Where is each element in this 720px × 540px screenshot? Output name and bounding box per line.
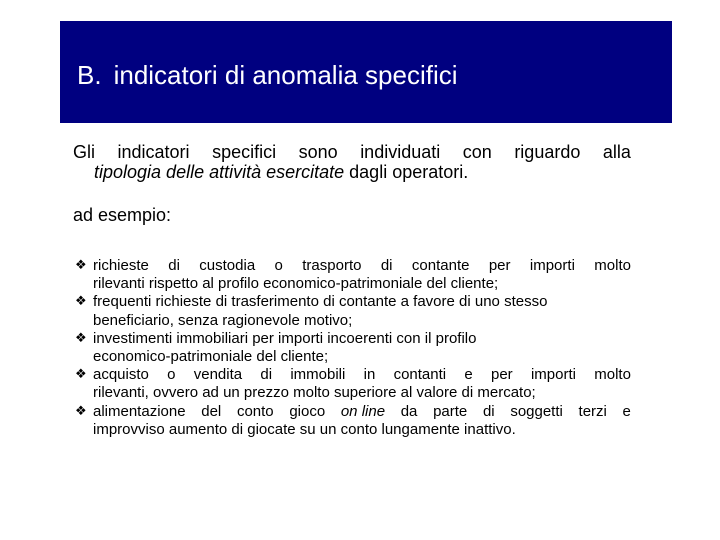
bullet-line-2: rilevanti, ovvero ad un prezzo molto superiore al valore di mercato; bbox=[93, 384, 536, 402]
bullet-word: soggetti bbox=[510, 402, 563, 420]
bullet-word: contante bbox=[411, 257, 470, 274]
section-number: B. bbox=[77, 60, 102, 90]
diamond-bullet-icon: ❖ bbox=[75, 403, 87, 419]
bullet-word: di bbox=[168, 257, 180, 274]
bullet-word: immobili bbox=[290, 366, 346, 384]
bullet-word: custodia bbox=[199, 257, 256, 274]
bullet-word: importi bbox=[529, 257, 575, 274]
bullet-word: di bbox=[380, 257, 393, 274]
bullet-word: parte bbox=[433, 402, 468, 420]
bullet-item bbox=[75, 330, 631, 366]
bullet-word: trasporto bbox=[302, 257, 362, 274]
bullet-word: acquisto bbox=[93, 366, 149, 384]
bullet-list bbox=[75, 257, 631, 439]
intro-italic-phrase: tipologia delle attività esercitate bbox=[94, 162, 345, 182]
intro-word: Gli bbox=[73, 142, 95, 162]
bullet-line-1: frequenti richieste di trasferimento di contante a favore di uno stesso bbox=[93, 293, 548, 311]
bullet-item bbox=[75, 403, 631, 439]
bullet-word: vendita bbox=[193, 366, 243, 384]
bullet-word: molto bbox=[594, 257, 631, 274]
intro-word: indicatori bbox=[117, 142, 190, 162]
intro-line-2 bbox=[73, 162, 631, 182]
bullet-word: del bbox=[201, 402, 222, 420]
bullet-item bbox=[75, 293, 631, 329]
bullet-word: gioco bbox=[289, 402, 326, 420]
bullet-word: alimentazione bbox=[93, 402, 186, 420]
bullet-word: in bbox=[363, 366, 376, 384]
bullet-word: e bbox=[622, 402, 631, 420]
bullet-word: conto bbox=[236, 402, 274, 420]
bullet-line-2: rilevanti rispetto al profilo economico-patrimoniale del cliente; bbox=[93, 275, 499, 293]
bullet-word: molto bbox=[594, 366, 631, 384]
diamond-bullet-icon: ❖ bbox=[75, 258, 87, 273]
diamond-bullet-icon: ❖ bbox=[75, 294, 87, 310]
bullet-line-2: beneficiario, senza ragionevole motivo; bbox=[93, 311, 353, 329]
intro-word: specifici bbox=[212, 142, 277, 162]
slide-title bbox=[77, 59, 458, 91]
intro-word: individuati bbox=[360, 142, 441, 162]
diamond-bullet-icon: ❖ bbox=[75, 330, 87, 346]
intro-line-1 bbox=[73, 142, 631, 162]
bullet-word: da bbox=[400, 402, 418, 420]
title-text: indicatori di anomalia specifici bbox=[113, 60, 458, 90]
intro-word: con bbox=[462, 142, 492, 162]
bullet-line-2: improvviso aumento di giocate su un conto lungamente inattivo. bbox=[93, 420, 516, 438]
intro-word: riguardo bbox=[514, 142, 581, 162]
bullet-word: per bbox=[488, 257, 511, 274]
bullet-line-1 bbox=[93, 366, 631, 384]
bullet-word: o bbox=[274, 257, 283, 274]
bullet-word: e bbox=[464, 366, 473, 384]
intro-word: alla bbox=[602, 142, 631, 162]
bullet-line-1 bbox=[93, 257, 631, 275]
bullet-item bbox=[75, 366, 631, 402]
intro-paragraph bbox=[73, 142, 631, 182]
bullet-word: importi bbox=[530, 366, 576, 384]
bullet-word: o bbox=[167, 366, 176, 384]
intro-word: sono bbox=[298, 142, 338, 162]
bullet-word: terzi bbox=[578, 402, 607, 420]
bullet-line-1 bbox=[93, 403, 631, 421]
bullet-line-1: investimenti immobiliari per importi incoerenti con il profilo bbox=[93, 329, 477, 347]
bullet-word: richieste bbox=[93, 257, 149, 274]
diamond-bullet-icon: ❖ bbox=[75, 367, 87, 383]
bullet-word: di bbox=[260, 366, 273, 384]
intro-line-2-rest: dagli operatori. bbox=[344, 162, 469, 182]
bullet-item bbox=[75, 257, 631, 293]
bullet-line-2: economico-patrimoniale del cliente; bbox=[93, 348, 329, 366]
bullet-word: per bbox=[491, 366, 513, 384]
example-label: ad esempio: bbox=[73, 205, 172, 225]
bullet-word: on line bbox=[340, 402, 386, 420]
bullet-word: di bbox=[482, 402, 495, 420]
bullet-word: contanti bbox=[393, 366, 447, 384]
